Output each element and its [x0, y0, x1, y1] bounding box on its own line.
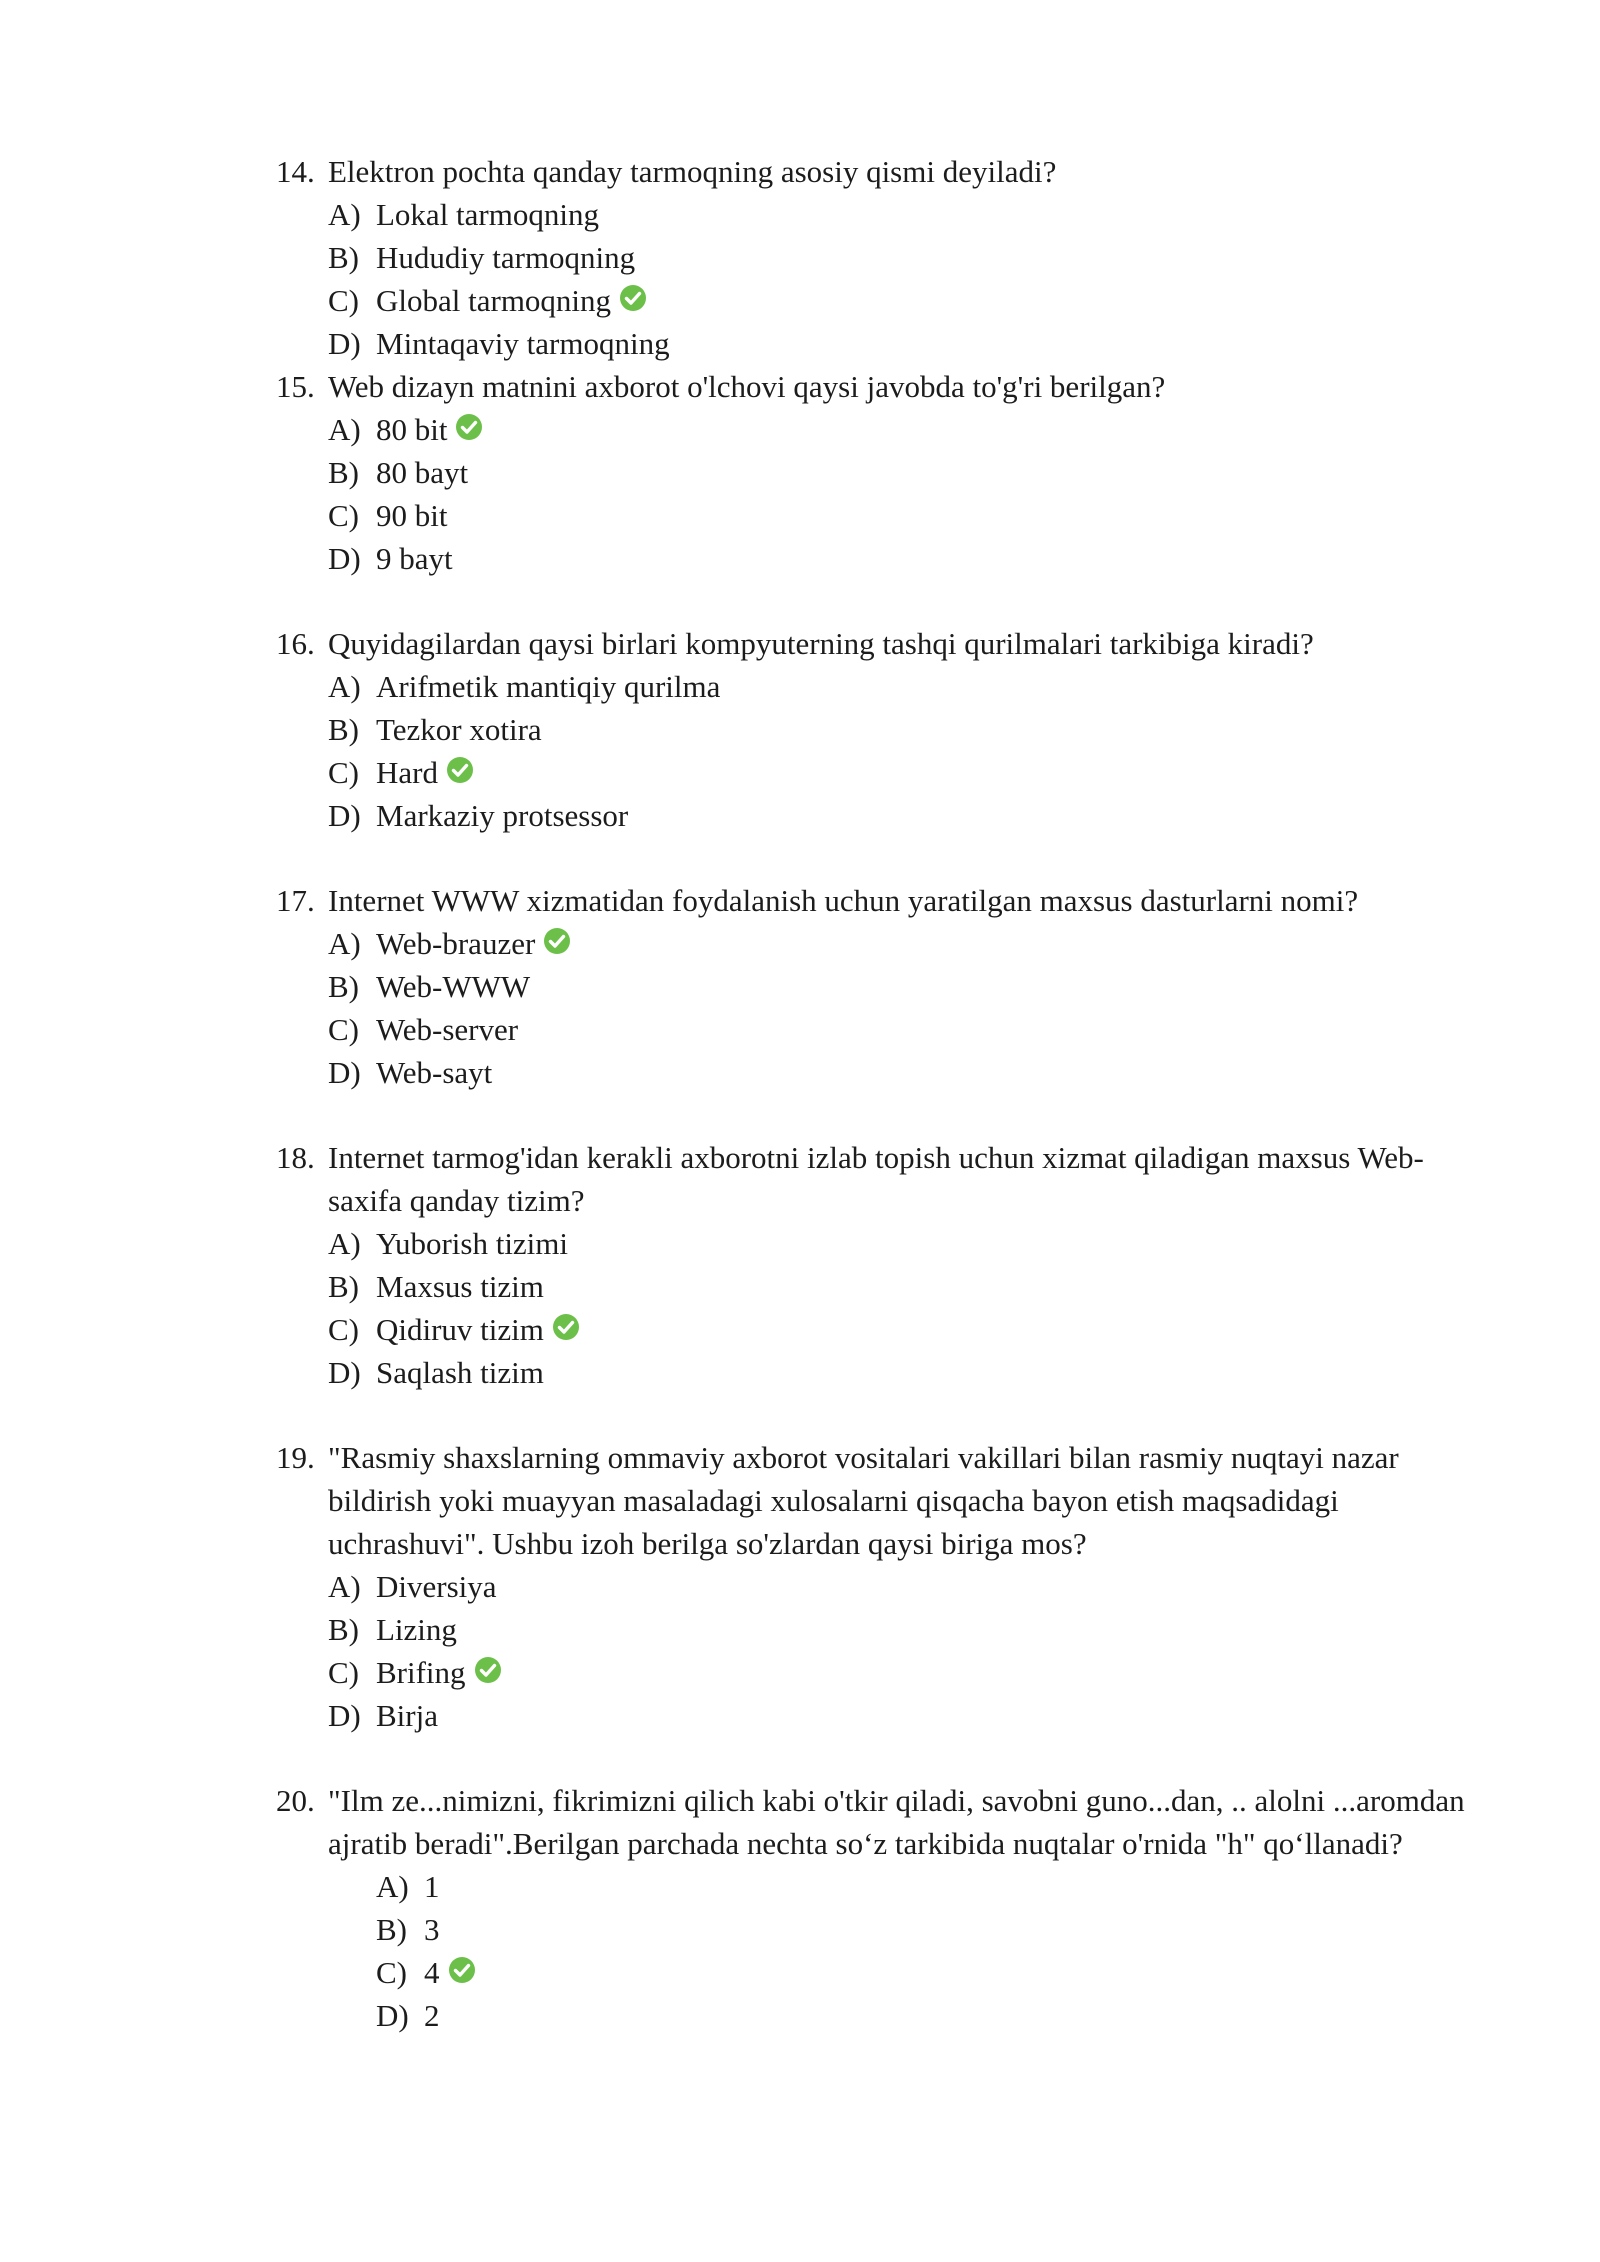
option-a [328, 922, 1496, 965]
option-b [328, 965, 1496, 1008]
options-list [276, 408, 1496, 580]
question-text: "Rasmiy shaxslarning ommaviy axborot vositalari vakillari bilan rasmiy nuqtayi nazar bildirish yoki muayyan masaladagi xulosalarni qisqacha bayon etish maqsadidagi uchrashuvi". Ushbu izoh berilga so'zlardan qaysi biriga mos? [328, 1440, 1399, 1561]
check-circle-icon [455, 413, 483, 441]
option-d [328, 794, 1496, 837]
question-number: 16. [276, 626, 315, 661]
option-b [328, 451, 1496, 494]
option-letter: D) [328, 1355, 361, 1390]
option-c [328, 751, 1496, 794]
check-circle-icon [552, 1313, 580, 1341]
option-letter: A) [328, 669, 361, 704]
question-block [276, 365, 1496, 580]
option-letter: B) [328, 1269, 359, 1304]
option-letter: C) [328, 755, 359, 790]
option-letter: B) [328, 1612, 359, 1647]
option-text: Maxsus tizim [376, 1269, 544, 1304]
option-letter: D) [376, 1998, 409, 2033]
question-number: 15. [276, 369, 315, 404]
check-circle-icon [619, 284, 647, 312]
option-text: 4 [424, 1955, 440, 1990]
question-number: 20. [276, 1783, 315, 1818]
option-b [328, 236, 1496, 279]
option-d [328, 1694, 1496, 1737]
option-letter: D) [328, 798, 361, 833]
check-circle-icon [448, 1956, 476, 1984]
option-c [328, 1651, 1496, 1694]
question-number: 17. [276, 883, 315, 918]
option-text: Lizing [376, 1612, 457, 1647]
options-list [276, 665, 1496, 837]
option-text: 3 [424, 1912, 440, 1947]
option-text: Web-WWW [376, 969, 531, 1004]
option-letter: B) [328, 712, 359, 747]
option-a [328, 1222, 1496, 1265]
option-letter: C) [328, 1312, 359, 1347]
option-text: Tezkor xotira [376, 712, 542, 747]
option-letter: C) [328, 1012, 359, 1047]
option-b [376, 1908, 1496, 1951]
option-a [328, 665, 1496, 708]
option-text: 1 [424, 1869, 440, 1904]
option-text: Birja [376, 1698, 438, 1733]
options-list [276, 1222, 1496, 1394]
option-c [328, 279, 1496, 322]
option-text: Hududiy tarmoqning [376, 240, 636, 275]
question-line [276, 1436, 1496, 1565]
option-letter: A) [328, 1226, 361, 1261]
option-d [328, 1051, 1496, 1094]
option-text: 90 bit [376, 498, 448, 533]
option-text: 9 bayt [376, 541, 453, 576]
check-circle-icon [543, 927, 571, 955]
question-text: Elektron pochta qanday tarmoqning asosiy qismi deyiladi? [328, 154, 1057, 189]
option-letter: D) [328, 1698, 361, 1733]
check-circle-icon [446, 756, 474, 784]
option-text: Markaziy protsessor [376, 798, 629, 833]
option-letter: C) [328, 1655, 359, 1690]
option-text: Arifmetik mantiqiy qurilma [376, 669, 721, 704]
option-letter: A) [328, 197, 361, 232]
question-number: 18. [276, 1140, 315, 1175]
option-b [328, 1608, 1496, 1651]
option-letter: C) [376, 1955, 407, 1990]
option-c [376, 1951, 1496, 1994]
option-a [328, 1565, 1496, 1608]
option-a [328, 408, 1496, 451]
option-text: Qidiruv tizim [376, 1312, 544, 1347]
option-b [328, 708, 1496, 751]
question-text: Quyidagilardan qaysi birlari kompyuterning tashqi qurilmalari tarkibiga kiradi? [328, 626, 1314, 661]
question-block [276, 1436, 1496, 1737]
question-line [276, 622, 1496, 665]
option-letter: B) [328, 240, 359, 275]
question-block [276, 1779, 1496, 2037]
option-text: Saqlash tizim [376, 1355, 544, 1390]
question-block [276, 879, 1496, 1094]
option-a [376, 1865, 1496, 1908]
option-text: Global tarmoqning [376, 283, 612, 318]
option-letter: D) [328, 326, 361, 361]
question-text: "Ilm ze...nimizni, fikrimizni qilich kabi o'tkir qiladi, savobni guno...dan, .. alolni ...aromdan ajratib beradi".Berilgan parchada nechta so‘z tarkibida nuqtalar o'rnida "h" qo‘llanadi? [328, 1783, 1465, 1861]
option-d [328, 1351, 1496, 1394]
option-text: 2 [424, 1998, 440, 2033]
option-text: Web-sayt [376, 1055, 493, 1090]
option-c [328, 1308, 1496, 1351]
option-letter: C) [328, 283, 359, 318]
check-circle-icon [474, 1656, 502, 1684]
option-text: Mintaqaviy tarmoqning [376, 326, 670, 361]
option-letter: A) [328, 1569, 361, 1604]
option-c [328, 1008, 1496, 1051]
option-letter: B) [376, 1912, 407, 1947]
option-c [328, 494, 1496, 537]
options-list [276, 922, 1496, 1094]
option-text: Web-server [376, 1012, 519, 1047]
option-d [328, 537, 1496, 580]
options-list [276, 1865, 1496, 2037]
option-letter: A) [376, 1869, 409, 1904]
option-letter: A) [328, 926, 361, 961]
question-line [276, 1779, 1496, 1865]
question-text: Web dizayn matnini axborot o'lchovi qaysi javobda to'g'ri berilgan? [328, 369, 1166, 404]
question-text: Internet WWW xizmatidan foydalanish uchun yaratilgan maxsus dasturlarni nomi? [328, 883, 1359, 918]
options-list [276, 1565, 1496, 1737]
option-text: Brifing [376, 1655, 466, 1690]
option-b [328, 1265, 1496, 1308]
question-line [276, 879, 1496, 922]
question-number: 19. [276, 1440, 315, 1475]
option-d [328, 322, 1496, 365]
question-line [276, 365, 1496, 408]
option-letter: C) [328, 498, 359, 533]
option-text: Lokal tarmoqning [376, 197, 599, 232]
option-letter: B) [328, 455, 359, 490]
option-d [376, 1994, 1496, 2037]
question-line [276, 150, 1496, 193]
question-text: Internet tarmog'idan kerakli axborotni izlab topish uchun xizmat qiladigan maxsus Web-saxifa qanday tizim? [328, 1140, 1424, 1218]
option-text: Web-brauzer [376, 926, 536, 961]
question-block [276, 150, 1496, 365]
option-text: Hard [376, 755, 438, 790]
options-list [276, 193, 1496, 365]
option-letter: D) [328, 1055, 361, 1090]
option-letter: A) [328, 412, 361, 447]
option-text: 80 bit [376, 412, 448, 447]
option-text: Yuborish tizimi [376, 1226, 569, 1261]
option-a [328, 193, 1496, 236]
question-block [276, 1136, 1496, 1394]
option-text: Diversiya [376, 1569, 497, 1604]
question-number: 14. [276, 154, 315, 189]
option-text: 80 bayt [376, 455, 469, 490]
option-letter: D) [328, 541, 361, 576]
question-block [276, 622, 1496, 837]
question-line [276, 1136, 1496, 1222]
option-letter: B) [328, 969, 359, 1004]
